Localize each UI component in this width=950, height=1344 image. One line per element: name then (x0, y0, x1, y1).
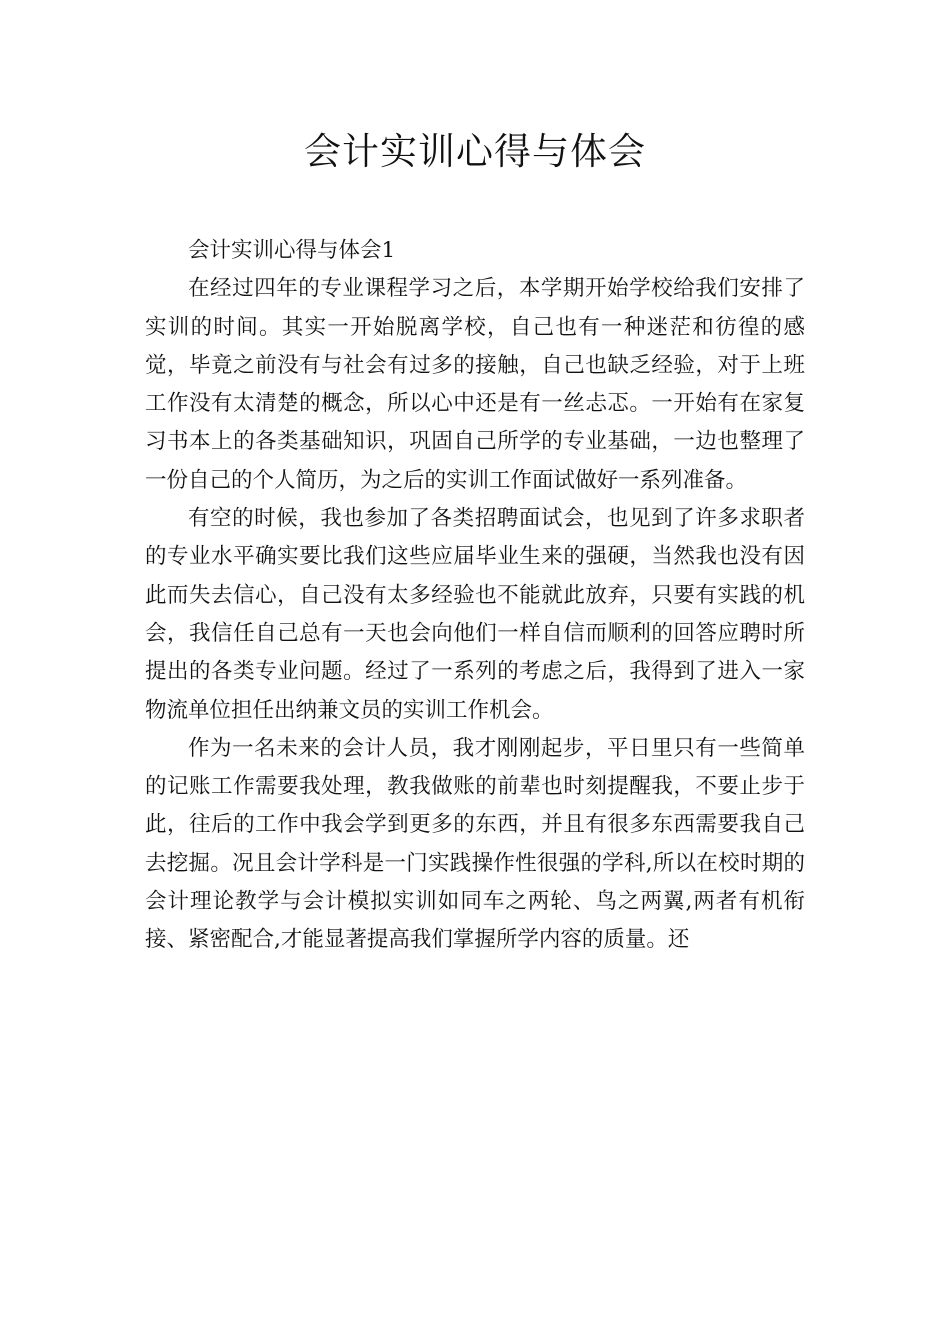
paragraph: 作为一名未来的会计人员，我才刚刚起步，平日里只有一些简单的记账工作需要我处理，教我做账的前辈也时刻提醒我，不要止步于此，往后的工作中我会学到更多的东西，并且有很多东西需要我自己去挖掘。况且会计学科是一门实践操作性很强的学科,所以在校时期的会计理论教学与会计模拟实训如同车之两轮、鸟之两翼,两者有机衔接、紧密配合,才能显著提高我们掌握所学内容的质量。还 (145, 735, 805, 953)
section-heading: 会计实训心得与体会1 (188, 238, 396, 263)
paragraph: 在经过四年的专业课程学习之后，本学期开始学校给我们安排了实训的时间。其实一开始脱离学校，自己也有一种迷茫和彷徨的感觉，毕竟之前没有与社会有过多的接触，自己也缺乏经验，对于上班工作没有太清楚的概念，所以心中还是有一丝忐忑。一开始有在家复习书本上的各类基础知识，巩固自己所学的专业基础，一边也整理了一份自己的个人简历，为之后的实训工作面试做好一系列准备。 (145, 276, 805, 493)
document-body (145, 232, 805, 960)
page-title: 会计实训心得与体会 (304, 130, 646, 173)
paragraph: 有空的时候，我也参加了各类招聘面试会，也见到了许多求职者的专业水平确实要比我们这些应届毕业生来的强硬，当然我也没有因此而失去信心，自己没有太多经验也不能就此放弃，只要有实践的机会，我信任自己总有一天也会向他们一样自信而顺利的回答应聘时所提出的各类专业问题。经过了一系列的考虑之后，我得到了进入一家物流单位担任出纳兼文员的实训工作机会。 (145, 506, 805, 723)
